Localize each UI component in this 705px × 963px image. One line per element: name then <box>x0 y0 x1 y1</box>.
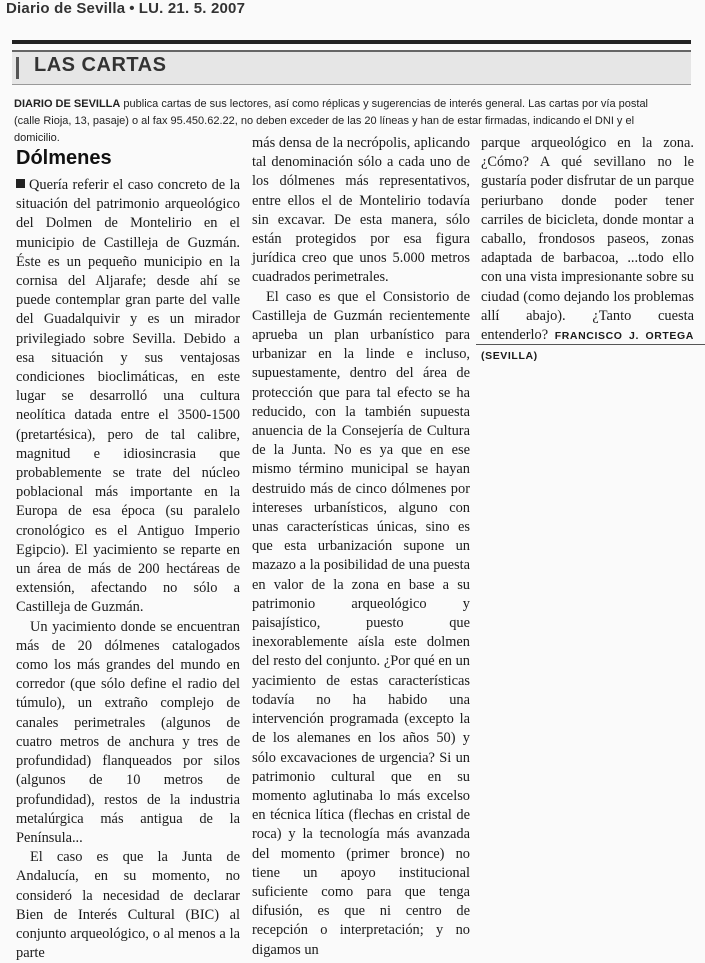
letter-column-1 <box>16 146 240 963</box>
letter-paragraph: El caso es que la Junta de Andalucía, en su momento, no consideró la necesidad de declarar Bien de Interés Cultural (BIC) al conjunto arqueológico, o al menos a la parte <box>16 849 240 962</box>
top-rule <box>12 40 691 44</box>
letter-column-2 <box>252 134 470 960</box>
column-end-rule <box>476 344 705 345</box>
letter-headline: Dólmenes <box>16 147 112 169</box>
masthead <box>6 0 245 17</box>
letter-signature: FRANCISCO J. ORTEGA <box>554 330 694 343</box>
letter-paragraph: El caso es que el Consistorio de Castilleja de Guzmán recientemente aprueba un plan urbanístico para urbanizar en la linde e incluso, supuestamente, dentro del área de protección que para tal efecto se ha reducido, con la también supuesta anuencia de la Consejería de Cultura de la Junta. No es ya que en ese mismo término municipal se hayan destruido más de cinco dólmenes por intereses urbanísticos, alguno con unas características únicas, sino es que esta urbanización supone un mazazo a la posibilidad de una puesta en valor de la zona en base a su patrimonio arqueológico y paisajístico, puesto que inexorablemente aísla este dolmen del resto del conjunto. ¿Por qué en un yacimiento de estas características todavía no ha habido una intervención programada (excepto la de los alemanes en los años 50) y sólo excavaciones de urgencia? Si un patrimonio cultural que en su momento aglutinaba lo más excelso en técnica lítica (flechas en cristal de roca) y la tecnología más avanzada del momento (primer bronce) no tiene un apoyo institucional suficiente como para que tenga difusión, es que ni centro de recepción o interpretación; y no digamos un <box>252 288 470 958</box>
letter-paragraph: más densa de la necrópolis, aplicando tal denominación sólo a cada uno de los dólmenes más representativos, entre ellos el de Montelirio todavía sin excavar. De esta manera, sólo están protegidos por esa figura jurídica creo que unos 5.000 metros cuadrados perimetrales. <box>252 135 470 286</box>
letter-paragraph: Un yacimiento donde se encuentran más de 20 dólmenes catalogados como los más grandes del mundo en corredor (que sólo define el radio del túmulo), un extraño complejo de canales perimetrales (algunos de cuatro metros de anchura y tres de profundidad) flanqueados por silos (algunos de 10 metros de profundidad), restos de la industria metalúrgica más antigua de la Península... <box>16 618 240 846</box>
letter-column-3 <box>481 134 694 366</box>
letter-paragraph: parque arqueológico en la zona. ¿Cómo? A qué sevillano no le gustaría poder disfrutar de un parque periurbano donde poder tener carriles de bicicleta, donde montar a caballo, frondosos paseos, zonas adaptada de barbacoa, ...todo ello con una vista impresionante sobre su ciudad (como dejando los problemas allí abajo). ¿Tanto cuesta entenderlo? FRANCISCO J. ORTEGA (SEVILLA) <box>481 135 694 363</box>
letter-paragraph: Quería referir el caso concreto de la situación del patrimonio arqueológico del Dolmen de Montelirio en el municipio de Castilleja de Guzmán. Éste es un pequeño municipio en la cornisa del Aljarafe; desde ahí se puede contemplar gran parte del valle del Guadalquivir y es un mirador privilegiado sobre Sevilla. Debido a esa situación y sus ventajosas condiciones bioclimáticas, en este lugar se desarrolló una cultura neolítica datada entre el 3500-1500 (pretartésica), pero de tal calibre, magnitud e idiosincrasia que probablemente se trate del núcleo poblacional más importante en la Europa de esa época (su paralelo cronológico es el Antiguo Imperio Egipcio). El yacimiento se reparte en un área de más de 200 hectáreas de extensión, afectando no sólo a Castilleja de Guzmán. <box>16 177 240 616</box>
masthead-separator: • <box>129 0 135 17</box>
section-title: LAS CARTAS <box>34 54 167 76</box>
section-header <box>12 50 691 85</box>
intro-text: publica cartas de sus lectores, así como réplicas y sugerencias de interés general. Las cartas por vía postal (calle Rioja, 13, pasaje) o al fax 95.450.62.22, no deben exceder de las 20 líneas y han de estar firmadas, indicando el DNI y el domicilio. <box>14 98 648 144</box>
letter-location: (SEVILLA) <box>481 350 538 363</box>
newspaper-name: Diario de Sevilla <box>6 0 126 17</box>
bullet-icon <box>16 179 25 188</box>
intro-lead: DIARIO DE SEVILLA <box>14 98 121 110</box>
section-marker <box>16 57 19 79</box>
issue-date: LU. 21. 5. 2007 <box>138 0 246 17</box>
